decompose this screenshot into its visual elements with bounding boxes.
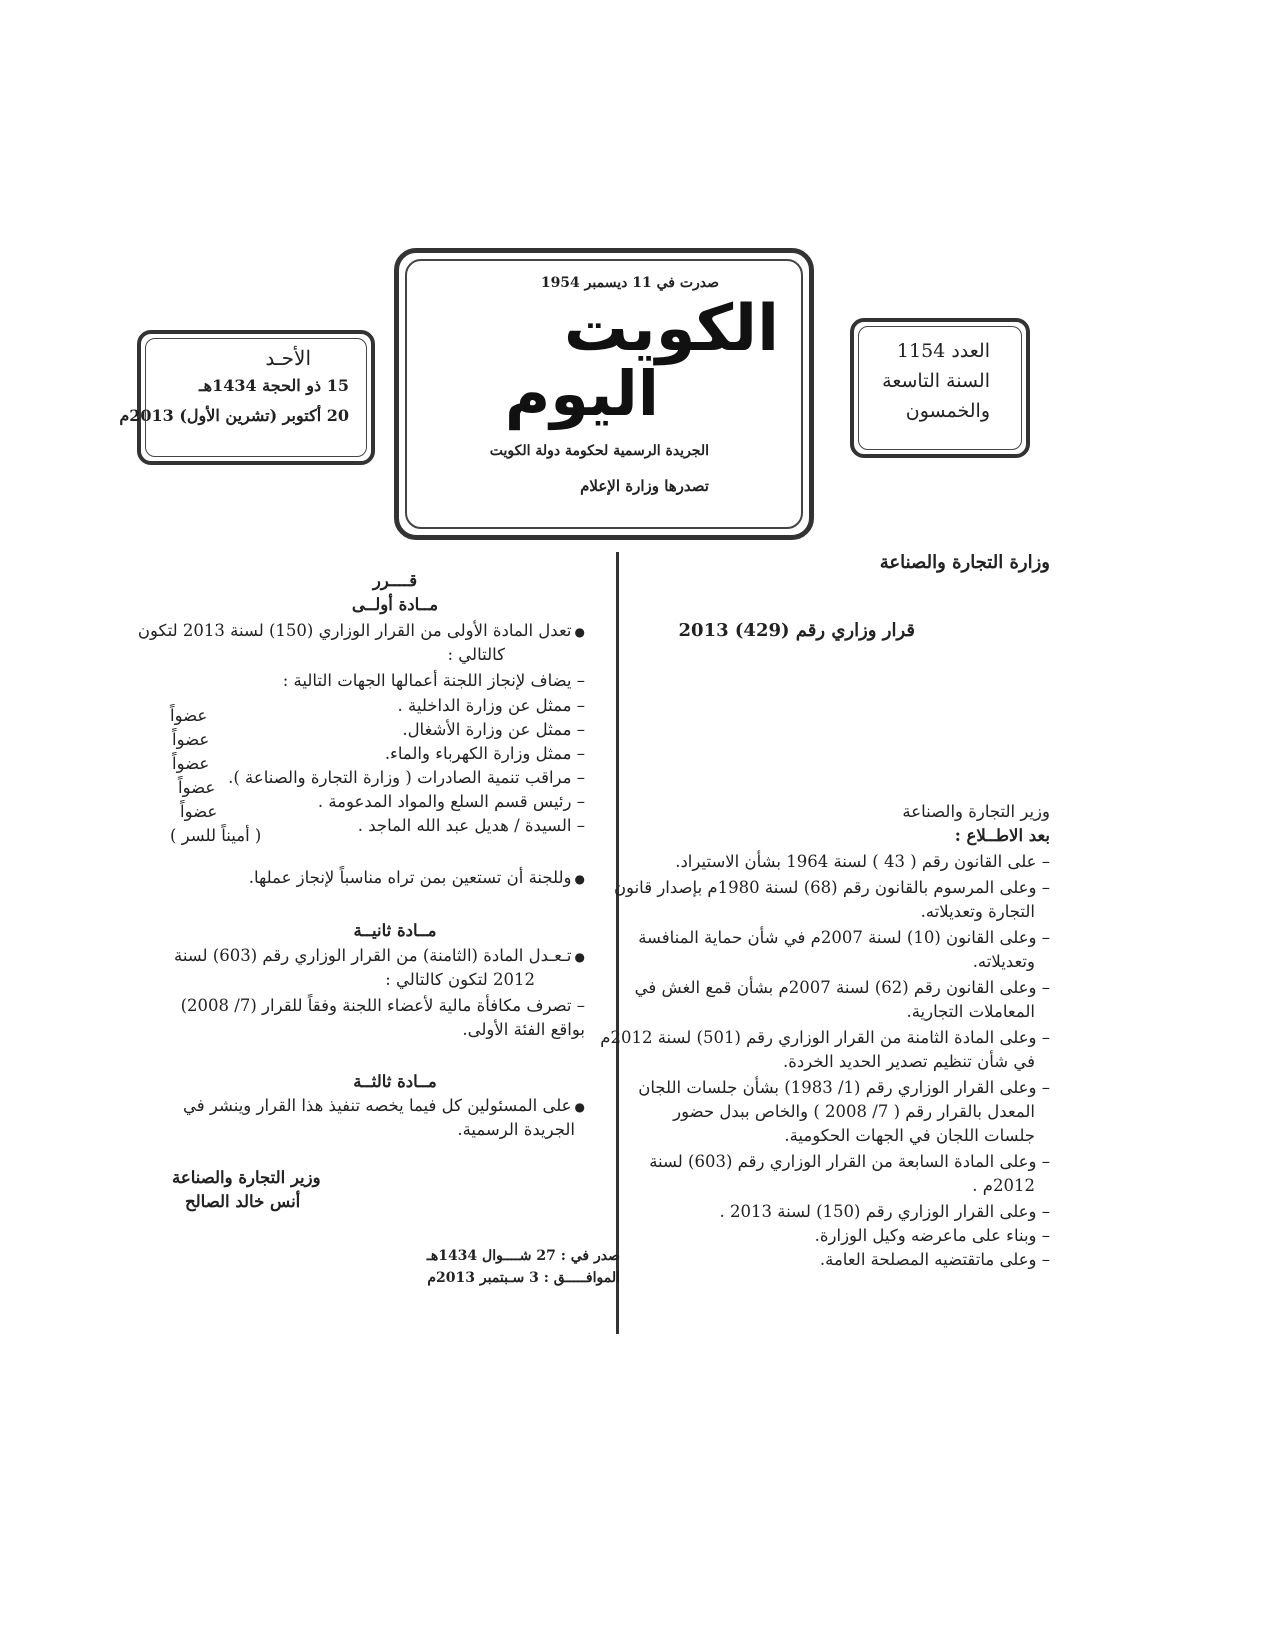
- member-3-role: عضواً: [172, 754, 210, 773]
- member-4-role: عضواً: [178, 778, 216, 797]
- article2-line3: – تصرف مكافأة مالية لأعضاء اللجنة وفقاً للقرار (7/ 2008): [180, 996, 585, 1015]
- member-5-role: عضواً: [180, 802, 218, 821]
- member-1-name: – ممثل عن وزارة الداخلية .: [397, 696, 585, 715]
- clause-2a: – وعلى المرسوم بالقانون رقم (68) لسنة 1980م بإصدار قانون: [613, 878, 1050, 897]
- masthead-publisher: تصدرها وزارة الإعلام: [580, 477, 709, 495]
- signature-title: وزير التجارة والصناعة: [172, 1168, 321, 1187]
- clause-4b: المعاملات التجارية.: [906, 1002, 1035, 1021]
- signature-name: أنس خالد الصالح: [185, 1192, 301, 1211]
- clause-5b: في شأن تنظيم تصدير الحديد الخردة.: [783, 1052, 1035, 1071]
- clause-4a: – وعلى القانون رقم (62) لسنة 2007م بشأن قمع الغش في: [634, 978, 1050, 997]
- member-2-name: – ممثل عن وزارة الأشغال.: [402, 720, 585, 739]
- date-day: الأحـد: [265, 346, 311, 370]
- clause-3a: – وعلى القانون (10) لسنة 2007م في شأن حماية المنافسة: [638, 928, 1050, 947]
- member-1-role: عضواً: [170, 706, 208, 725]
- minister-title: وزير التجارة والصناعة: [902, 802, 1050, 821]
- clause-3b: وتعديلاته.: [972, 952, 1035, 971]
- masthead-name-line2: اليوم: [504, 357, 659, 430]
- masthead-box: [394, 248, 814, 540]
- clause-9: – وبناء على ماعرضه وكيل الوزارة.: [814, 1226, 1050, 1245]
- clause-5a: – وعلى المادة الثامنة من القرار الوزاري رقم (501) لسنة 2012م: [600, 1028, 1050, 1047]
- article3-line1: ● على المسئولين كل فيما يخصه تنفيذ هذا القرار وينشر في: [183, 1096, 585, 1117]
- issued-on-date: صدر في : 27 شــــوال 1434هـ: [426, 1248, 620, 1264]
- member-6-role: ( أميناً للسر ): [170, 826, 262, 845]
- issue-number: العدد 1154: [896, 340, 990, 362]
- article3-title: مــادة ثالثــة: [353, 1072, 437, 1091]
- masthead-name-line1: الكويت: [563, 292, 779, 366]
- clause-2b: التجارة وتعديلاته.: [920, 902, 1035, 921]
- clause-6b: المعدل بالقرار رقم ( 7/ 2008 ) والخاص ببدل حضور: [673, 1102, 1035, 1121]
- member-6-name: – السيدة / هديل عبد الله الماجد .: [357, 816, 585, 835]
- article2-title: مــادة ثانيــة: [353, 921, 437, 940]
- clause-10: – وعلى ماتقتضيه المصلحة العامة.: [819, 1250, 1050, 1269]
- issue-info-box: [850, 318, 1030, 458]
- founded-date: صدرت في 11 ديسمبر 1954: [540, 275, 719, 291]
- date-gregorian: 20 أكتوبر (تشرين الأول) 2013م: [119, 406, 349, 425]
- date-hijri: 15 ذو الحجة 1434هـ: [198, 376, 349, 395]
- article2-line2: 2012 لتكون كالتالي :: [385, 970, 535, 989]
- clause-1: – على القانون رقم ( 43 ) لسنة 1964 بشأن الاستيراد.: [675, 852, 1050, 871]
- article1-add: – يضاف لإنجاز اللجنة أعمالها الجهات التالية :: [282, 671, 585, 690]
- clause-7a: – وعلى المادة السابعة من القرار الوزاري رقم (603) لسنة: [649, 1152, 1050, 1171]
- member-2-role: عضواً: [172, 730, 210, 749]
- corresponding-date: الموافـــــق : 3 سـبتمبر 2013م: [427, 1270, 620, 1286]
- article2-line4: بواقع الفئة الأولى.: [462, 1020, 585, 1039]
- article2-line1: ● تـعـدل المادة (الثامنة) من القرار الوزاري رقم (603) لسنة: [174, 946, 585, 967]
- article1-intro-2: كالتالي :: [447, 645, 505, 664]
- clause-7b: 2012م .: [972, 1176, 1035, 1195]
- member-4-name: – مراقب تنمية الصادرات ( وزارة التجارة والصناعة ).: [228, 768, 585, 787]
- decision-title: قرار وزاري رقم (429) 2013: [678, 620, 915, 641]
- member-5-name: – رئيس قسم السلع والمواد المدعومة .: [317, 792, 585, 811]
- issue-year-line2: والخمسون: [905, 400, 990, 422]
- after-review: بعد الاطــلاع :: [954, 826, 1050, 845]
- clause-8: – وعلى القرار الوزاري رقم (150) لسنة 2013 .: [719, 1202, 1050, 1221]
- clause-6a: – وعلى القرار الوزاري رقم (1/ 1983) بشأن جلسات اللجان: [638, 1078, 1050, 1097]
- ministry-heading: وزارة التجارة والصناعة: [879, 552, 1050, 573]
- article1-intro-1: ● تعدل المادة الأولى من القرار الوزاري (150) لسنة 2013 لتكون: [138, 621, 585, 642]
- issue-year-line1: السنة التاسعة: [882, 370, 990, 392]
- committee-note: ● وللجنة أن تستعين بمن تراه مناسباً لإنجاز عملها.: [249, 868, 585, 889]
- member-3-name: – ممثل وزارة الكهرباء والماء.: [384, 744, 585, 763]
- article3-line2: الجريدة الرسمية.: [457, 1120, 575, 1139]
- date-box: [119, 330, 375, 465]
- decides-heading: قــــرر: [372, 571, 418, 590]
- article1-title: مــادة أولــى: [351, 595, 439, 614]
- column-divider: [616, 552, 619, 1334]
- masthead-subtitle: الجريدة الرسمية لحكومة دولة الكويت: [489, 443, 709, 459]
- clause-6c: جلسات اللجان في الجهات الحكومية.: [784, 1126, 1035, 1145]
